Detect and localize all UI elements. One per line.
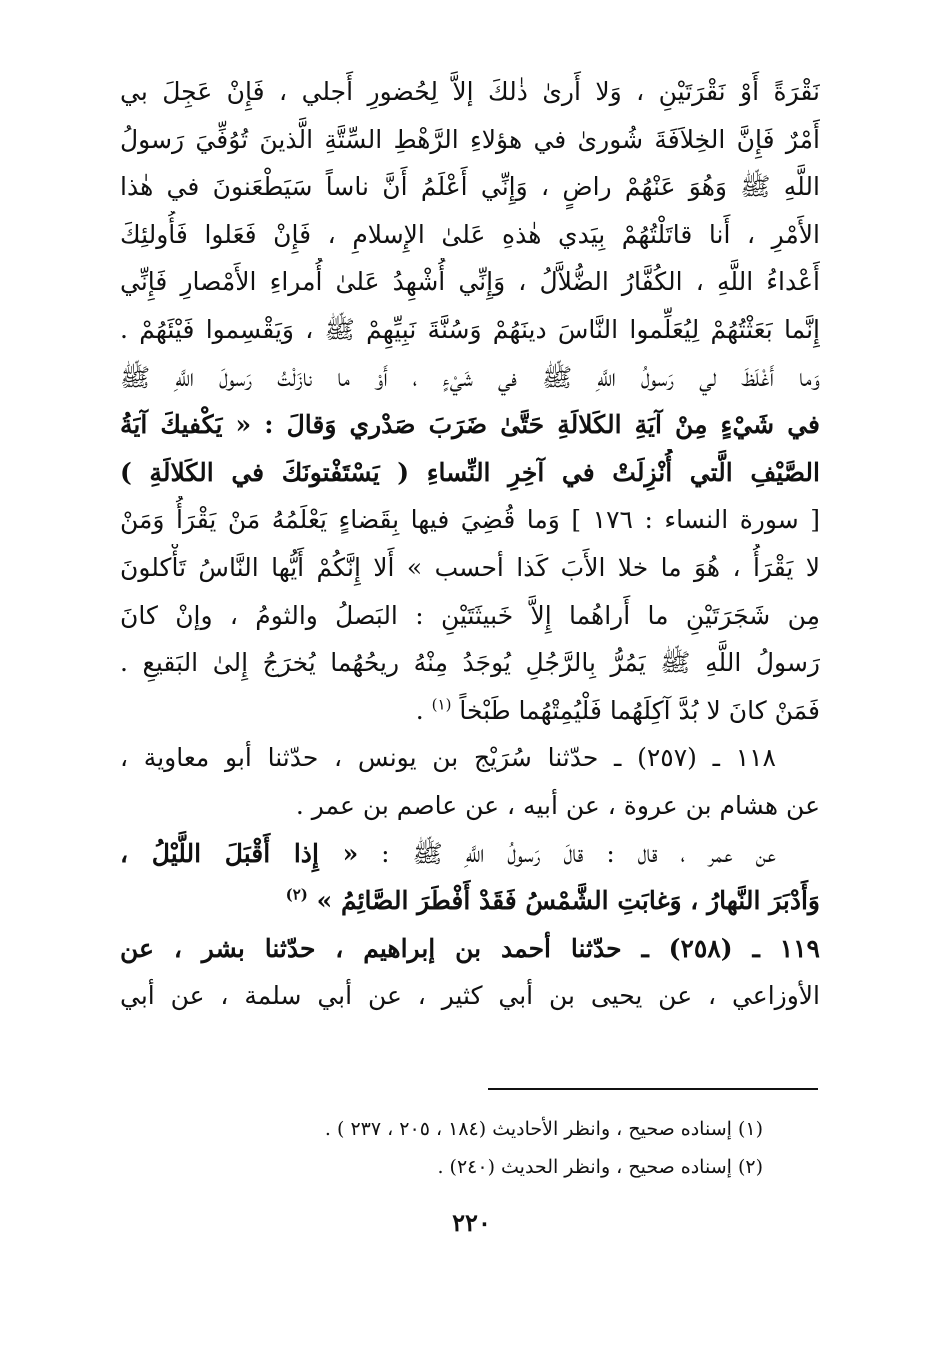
period: . <box>415 695 424 725</box>
text-line: اللَّهِ ﷺ وَهُوَ عَنْهُمْ راضٍ ، وَإِنِّي أَعْلَمُ أَنَّ ناساً سَيَطْعَنونَ في هٰذا <box>120 172 820 202</box>
text-line-content: فَمَنْ كانَ لا بُدَّ آكِلَهُما فَلْيُمِتْهُما طَبْخاً <box>459 695 820 725</box>
text-line: مِن شَجَرَتَيْنِ ما أَراهُما إِلاَّ خَبيثَتَيْنِ : البَصلُ والثومُ ، وإنْ كانَ <box>120 600 820 630</box>
text-line: أَعْداءُ اللَّهِ ، الكُفَّارُ الضُّلاَّلُ ، وَإِنِّي أُشْهِدُ عَلىٰ أُمراءِ الأَمْصارِ فَإِنِّي <box>120 267 820 297</box>
text-line <box>120 877 820 925</box>
text-line: رَسولُ اللَّهِ ﷺ يَمُرُّ بِالرَّجُلِ يُوجَدُ مِنْهُ ريحُهُما يُخرَجُ إِلىٰ البَقيعِ . <box>120 648 820 678</box>
footnote-marker: (٢) <box>285 885 308 904</box>
text-line: الأَمْرِ ، أَنا قاتَلْتُهُمْ بِيَدي هٰذهِ عَلىٰ الإِسلامِ ، فَإِنْ فَعَلوا فَأُولئِكَ <box>120 219 820 249</box>
text-line: وَما أَغْلَظَ لي رَسولُ اللَّهِ ﷺ في شَيْءٍ ، أَوْ ما نازَلْتُ رَسولَ اللَّهِ ﷺ <box>120 362 820 392</box>
footnote: (١) إسناده صحيح ، وانظر الأحاديث (١٨٤ ، ٢٠٥ ، ٢٣٧ ) . <box>324 1118 763 1140</box>
text-line: عن هشام بن عروة ، عن أبيه ، عن عاصم بن عمر . <box>295 790 820 820</box>
text-line: [ سورة النساء : ١٧٦ ] وَما قُضِيَ فيها بِقَضاءٍ يَعْلَمُهُ مَنْ يَقْرَأُ وَمَنْ <box>120 505 820 535</box>
text-line-content: وَأَدْبَرَ النَّهارُ ، وَغابَتِ الشَّمْسُ فَقَدْ أَفْطَرَ الصَّائِمُ » <box>316 886 820 916</box>
text-line: أَمْرٌ فَإِنَّ الخِلاَفَةَ شُورىٰ في هؤلاءِ الرَّهْطِ السِّتَّةِ الَّذينَ تُوُفِّيَ رَسولُ <box>120 124 820 154</box>
footnote-marker: (١) <box>431 695 452 714</box>
text-line: في شَيْءٍ مِنْ آيَةِ الكَلالَةِ حَتَّىٰ ضَرَبَ صَدْري وَقالَ : « يَكْفيكَ آيَةُ <box>120 410 820 440</box>
text-line <box>120 830 820 878</box>
footnotes <box>203 1110 763 1186</box>
quoted-hadith: « إِذا أَقْبَلَ اللَّيْلُ ، <box>120 838 359 868</box>
footnote-divider <box>488 1088 818 1090</box>
footnote: (٢) إسناده صحيح ، وانظر الحديث (٢٤٠) . <box>437 1156 763 1178</box>
text-line: إِنَّما بَعَثْتُهُمْ لِيُعَلِّموا النَّاسَ دينَهُمْ وَسُنَّةَ نَبِيِّهِمْ ﷺ ، وَيَقْسِموا فَيْئَهُمْ . <box>120 314 820 344</box>
text-line: لا يَقْرَأُ ، هُوَ ما خلا الأَبَ كَذا أحسب » أَلا إِنَّكُمْ أَيُّها النَّاسُ تَأْكلونَ <box>120 552 820 582</box>
text-line: الصَّيْفِ الَّتي أُنْزِلَتْ في آخِرِ النِّساءِ ( يَسْتَفْتونَكَ في الكَلالَةِ ) <box>120 457 820 487</box>
text-line-content: عن عمر ، قال : قالَ رَسولُ اللَّهِ ﷺ : <box>381 838 776 868</box>
text-line: الأوزاعي ، عن يحيى بن أبي كثير ، عن أبي سلمة ، عن أبي <box>120 981 820 1011</box>
text-line <box>120 687 820 735</box>
hadith-header-line: ١١٨ ـ (٢٥٧) ـ حدّثنا سُرَيْج بن يونس ، حدّثنا أبو معاوية ، <box>120 743 776 773</box>
page-number: ٢٢٠ <box>452 1208 491 1237</box>
text-line: نَقْرَةً أَوْ نَقْرَتَيْنِ ، وَلا أَرىٰ ذٰلكَ إلاَّ لِحُضورِ أَجلي ، فَإِنْ عَجِلَ بي <box>120 77 820 106</box>
hadith-header-line: ١١٩ ـ (٢٥٨) ـ حدّثنا أحمد بن إبراهيم ، حدّثنا بشر ، عن <box>120 933 820 963</box>
main-text <box>120 68 820 1020</box>
